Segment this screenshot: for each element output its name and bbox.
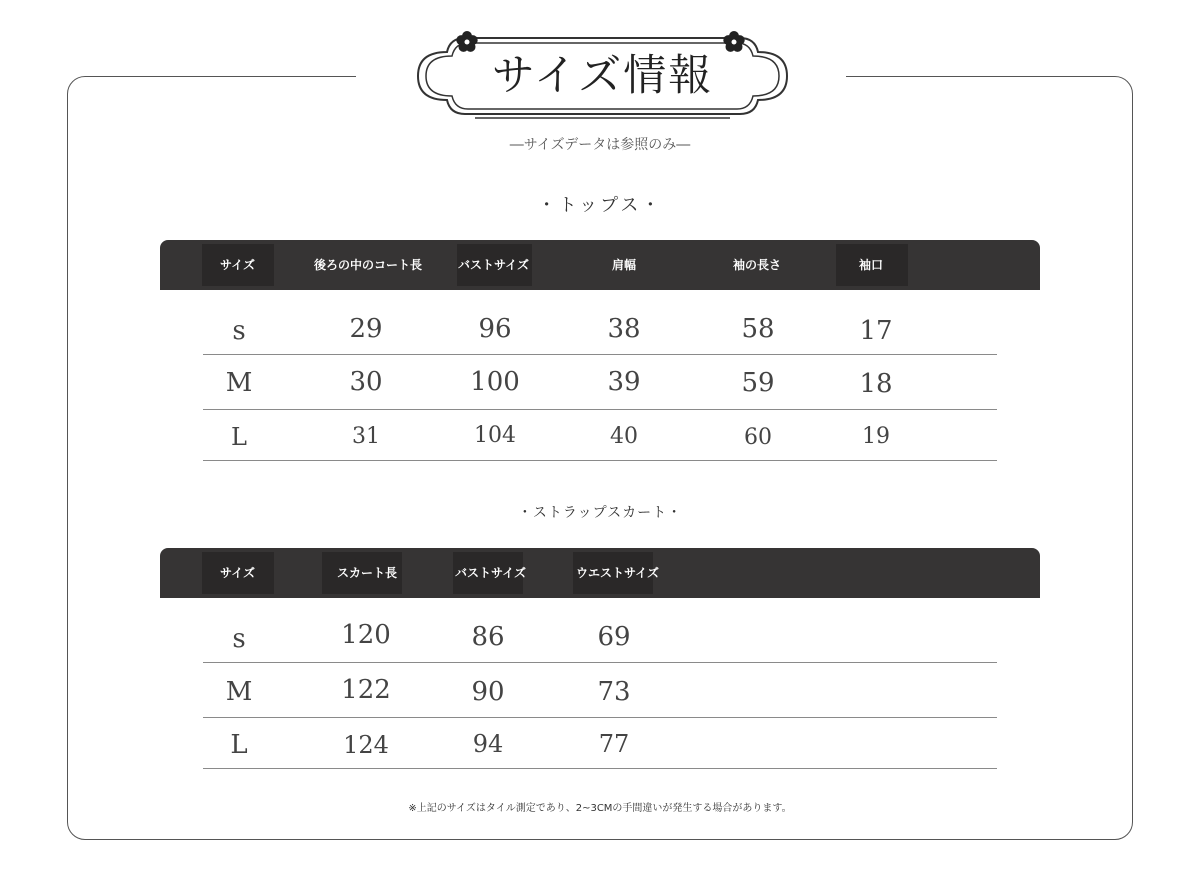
value-cell: 30: [349, 367, 383, 397]
flower-icon: [722, 30, 746, 54]
value-cell: 96: [478, 314, 512, 344]
value-cell: 104: [474, 423, 516, 448]
column-header: スカート長: [337, 566, 398, 580]
value-cell: 58: [741, 314, 775, 344]
size-cell: L: [230, 730, 248, 760]
value-cell: 39: [607, 367, 641, 397]
footnote: ※上記のサイズはタイル測定であり、2~3CMの手間違いが発生する場合があります。: [408, 803, 792, 814]
value-cell: 120: [341, 620, 391, 650]
value-cell: 31: [352, 424, 380, 449]
column-header: サイズ: [220, 258, 256, 272]
value-cell: 124: [343, 731, 389, 759]
size-cell: s: [232, 624, 246, 654]
value-cell: 18: [859, 369, 893, 399]
size-cell: M: [225, 368, 253, 398]
table-row: [203, 608, 997, 663]
column-header: 肩幅: [612, 258, 637, 272]
column-header: 後ろの中のコート長: [314, 258, 423, 272]
page-title: サイズ情報: [491, 51, 714, 101]
skirt-section-title: ・ストラップスカート・: [517, 505, 683, 521]
size-cell: s: [232, 316, 246, 346]
value-cell: 17: [859, 316, 893, 346]
size-cell: L: [231, 423, 247, 451]
value-cell: 86: [471, 622, 505, 652]
tops-section-title: ・トップス・: [537, 195, 663, 216]
value-cell: 19: [862, 424, 890, 449]
value-cell: 100: [470, 367, 520, 397]
column-header: 袖口: [859, 258, 884, 272]
value-cell: 94: [472, 730, 504, 758]
table-row: [203, 354, 997, 410]
value-cell: 59: [741, 368, 775, 398]
column-header: サイズ: [220, 566, 256, 580]
column-header: 袖の長さ: [733, 258, 782, 272]
value-cell: 69: [597, 622, 631, 652]
table-row: [203, 300, 997, 355]
value-cell: 29: [349, 314, 383, 344]
column-header: バストサイズ: [458, 258, 530, 272]
value-cell: 122: [341, 675, 391, 705]
table-row: [203, 717, 997, 769]
size-cell: M: [225, 677, 253, 707]
value-cell: 60: [744, 425, 772, 450]
title-badge: [415, 30, 790, 122]
value-cell: 73: [597, 677, 631, 707]
value-cell: 77: [598, 730, 630, 758]
column-header: バストサイズ: [455, 566, 527, 580]
subtitle: ―サイズデータは参照のみ―: [509, 137, 691, 153]
table-row: [203, 409, 997, 461]
value-cell: 38: [607, 314, 641, 344]
value-cell: 90: [471, 677, 505, 707]
skirt-header-bar: [160, 548, 1040, 598]
tops-header-bar: [160, 240, 1040, 290]
column-header: ウエストサイズ: [576, 566, 660, 580]
value-cell: 40: [610, 424, 638, 449]
table-row: [203, 662, 997, 718]
